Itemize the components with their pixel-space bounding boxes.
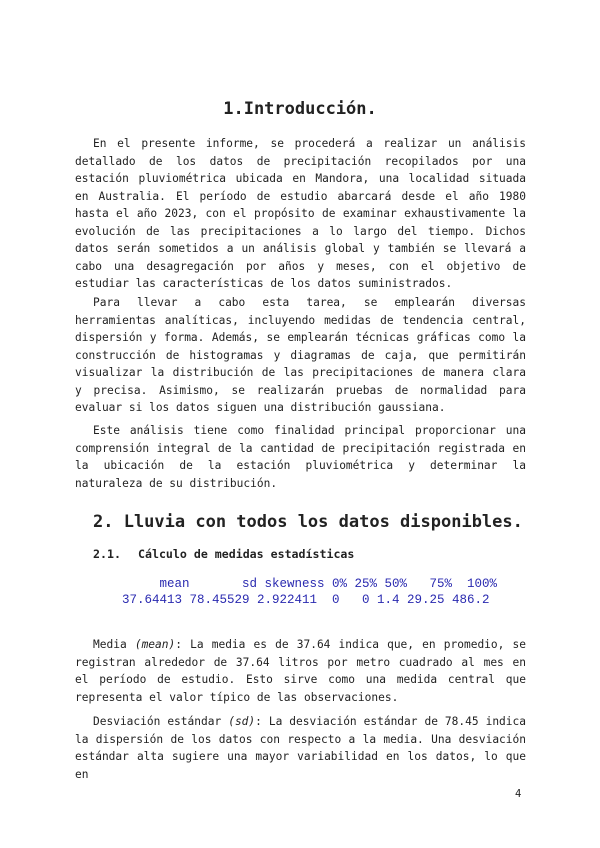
mean-text: : La media es de 37.64 indica que, en promedio, se registran alrededor de 37.64 litros por metro cuadrado al mes en el período de estudio. Esto sirve como una medida central que representa el valor típico de las observaciones.: [75, 638, 526, 704]
subsection-title: Cálculo de medidas estadísticas: [138, 547, 355, 561]
stats-output: [122, 577, 497, 608]
intro-paragraph-3: Este análisis tiene como finalidad principal proporcionar una comprensión integral de la cantidad de precipitación registrada en la ubicación de la estación pluviométrica y determinar la naturaleza de su distribución.: [75, 424, 526, 490]
sd-text: : La desviación estándar de 78.45 indica la dispersión de los datos con respecto a la media. Una desviación estándar alta sugiere una mayor variabilidad en los datos, lo que en: [75, 715, 526, 781]
mean-paragraph: [75, 636, 526, 706]
subsection-2-1-heading: [93, 547, 354, 561]
stats-values-row: 37.64413 78.45529 2.922411 0 0 1.4 29.25 486.2: [122, 592, 490, 607]
section-1-heading: 1.Introducción.: [223, 99, 377, 119]
sd-paragraph: [75, 713, 526, 783]
intro-paragraph-1: En el presente informe, se procederá a realizar un análisis detallado de los datos de precipitación recopilados por una estación pluviométrica ubicada en Mandora, una localidad situada en Australia. El período de estudio abarcará desde el año 1980 hasta el año 2023, con el propósito de examinar exhaustivamente la evolución de las precipitaciones a lo largo del tiempo. Dichos datos serán sometidos a un análisis global y también se llevará a cabo una desagregación por años y meses, con el objetivo de estudiar las características de los datos suministrados.: [75, 137, 526, 290]
page-number: 4: [515, 788, 522, 800]
section-2-heading: 2. Lluvia con todos los datos disponibles.: [93, 512, 523, 532]
sd-label: Desviación estándar: [93, 715, 222, 728]
subsection-number: 2.1.: [93, 547, 121, 561]
intro-paragraph-2: Para llevar a cabo esta tarea, se emplearán diversas herramientas analíticas, incluyendo medidas de tendencia central, dispersión y forma. Además, se emplearán técnicas gráficas como la construcción de histogramas y diagramas de caja, que permitirán visualizar la distribución de las precipitaciones de manera clara y precisa. Asimismo, se realizarán pruebas de normalidad para evaluar si los datos siguen una distribución gaussiana.: [75, 296, 526, 414]
mean-term: (mean): [134, 638, 176, 651]
stats-header-row: mean sd skewness 0% 25% 50% 75% 100%: [122, 577, 498, 591]
sd-term: (sd): [228, 715, 256, 728]
mean-label: Media: [93, 638, 127, 651]
